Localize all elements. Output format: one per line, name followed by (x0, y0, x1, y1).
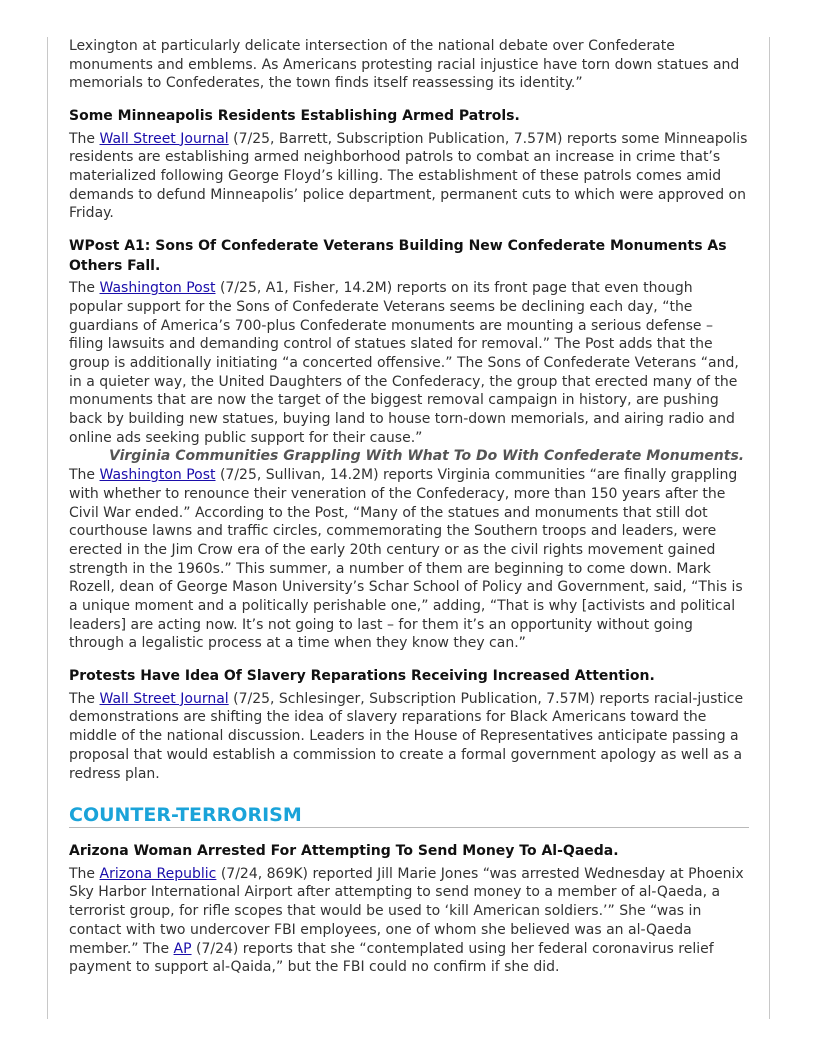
prefix: The (69, 130, 100, 147)
article-body: (7/24, 869K) reported Jill Marie Jones “was arrested Wednesday at Phoenix Sky Harbor International Airport after attempting to send money to a member of al-Qaeda, a terrorist group, for rifle scopes that would be used to ‘kill American soldiers.’” She “was in contact with two undercover FBI employees, one of whom she believed was an al-Qaeda member.” The (69, 865, 744, 957)
article-body: (7/25, Schlesinger, Subscription Publication, 7.57M) reports racial-justice demonstrations are shifting the idea of slavery reparations for Black Americans toward the middle of the national discussion. Leaders in the House of Representatives anticipate passing a proposal that would establish a commission to create a formal government apology as well as a redress plan. (69, 690, 744, 782)
article-headline: WPost A1: Sons Of Confederate Veterans Building New Confederate Monuments As Others Fall. (69, 238, 727, 274)
source-link-wapo[interactable]: Washington Post (99, 467, 216, 484)
source-link-wsj[interactable]: Wall Street Journal (99, 690, 229, 707)
article-body: (7/24) reports that she “contemplated using her federal coronavirus relief payment to support al-Qaida,” but the FBI could no confirm if she did. (69, 940, 714, 976)
source-link-wsj[interactable]: Wall Street Journal (99, 130, 229, 147)
article-headline: Protests Have Idea Of Slavery Reparations Receiving Increased Attention. (69, 668, 655, 685)
intro-paragraph: Lexington at particularly delicate intersection of the national debate over Confederate monuments and emblems. As Americans protesting racial injustice have torn down statues and memorials to Confederates, the town finds itself reassessing its identity.” (69, 38, 740, 92)
article-paragraph (69, 466, 749, 653)
article-body: (7/25, A1, Fisher, 14.2M) reports on its front page that even though popular support for the Sons of Confederate Veterans seems be declining each day, “the guardians of America’s 700-plus Confederate monuments are mounting a serious defense – filing lawsuits and demanding control of statues slated for removal.” The Post adds that the group is additionally initiating “a concerted offensive.” The Sons of Confederate Veterans “and, in a quieter way, the United Daughters of the Confederacy, the group that erected many of the monuments that are now the target of the biggest removal campaign in history, are pushing back by building new statues, buying land to house torn-down memorials, and airing radio and online ads seeking public support for their cause.” (69, 280, 739, 446)
article-paragraph (69, 130, 749, 224)
prefix: The (69, 690, 100, 707)
prefix: The (69, 865, 100, 882)
prefix: The (69, 467, 100, 484)
article-headline: Arizona Woman Arrested For Attempting To Send Money To Al-Qaeda. (69, 843, 619, 860)
article-body: (7/25, Barrett, Subscription Publication, 7.57M) reports some Minneapolis residents are establishing armed neighborhood patrols to combat an increase in crime that’s materialized following George Floyd’s killing. The establishment of these patrols comes amid demands to defund Minneapolis’ police department, permanent cuts to which were approved on Friday. (69, 130, 748, 222)
article-body: (7/25, Sullivan, 14.2M) reports Virginia communities “are finally grappling with whether to renounce their veneration of the Confederacy, more than 150 years after the Civil War ended.” According to the Post, “Many of the statues and monuments that still dot courthouse lawns and traffic circles, commemorating the Southern troops and leaders, were erected in the Jim Crow era of the early 20th century or as the civil rights movement gained strength in the 1960s.” This summer, a number of them are beginning to come down. Mark Rozell, dean of George Mason University’s Schar School of Policy and Government, said, “This is a unique moment and a politically perishable one,” adding, “That is why [activists and political leaders] are acting now. It’s not going to last – for them it’s an opportunity without going through a legalistic process at a time when they know they can.” (69, 467, 743, 652)
source-link-wapo[interactable]: Washington Post (99, 280, 216, 297)
page-frame (47, 37, 770, 1019)
article-headline: Some Minneapolis Residents Establishing Armed Patrols. (69, 108, 520, 125)
document-body (69, 37, 749, 987)
section-title: COUNTER-TERRORISM (69, 804, 749, 828)
source-link-arizona-republic[interactable]: Arizona Republic (99, 865, 217, 882)
article-paragraph (69, 279, 749, 447)
prefix: The (69, 280, 100, 297)
article-paragraph (69, 690, 749, 784)
article-subheadline: Virginia Communities Grappling With What To Do With Confederate Monuments. (109, 448, 745, 465)
source-link-ap[interactable]: AP (173, 940, 192, 957)
article-paragraph (69, 865, 749, 977)
